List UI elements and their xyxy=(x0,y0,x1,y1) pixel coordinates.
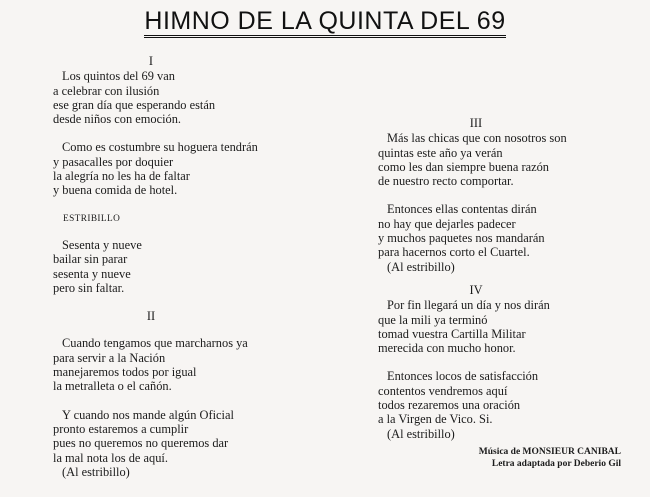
verse-line: Y cuando nos mande algún Oficial xyxy=(62,407,234,422)
verse-line: la metralleta o el cañón. xyxy=(53,379,172,394)
verse-line: quintas este año ya verán xyxy=(378,145,503,160)
verse-line: Entonces locos de satisfacción xyxy=(387,369,539,384)
verse-line: pronto estaremos a cumplir xyxy=(53,421,189,436)
verse-line: no hay que dejarles padecer xyxy=(378,216,516,231)
stanza-5 xyxy=(378,131,628,188)
verse-line-refrain-note: (Al estribillo) xyxy=(62,464,130,479)
verse-line: tomad vuestra Cartilla Militar xyxy=(378,326,526,341)
stanza-8 xyxy=(378,369,628,440)
verse-line: la mal nota los de aquí. xyxy=(53,450,168,465)
verse-line: Cuando tengamos que marcharnos ya xyxy=(62,336,248,351)
verse-line: desde niños con emoción. xyxy=(53,112,182,127)
page-title-text: HIMNO DE LA QUINTA DEL 69 xyxy=(144,8,505,38)
stanza-7 xyxy=(378,298,628,355)
verse-line: sesenta y nueve xyxy=(53,266,131,281)
music-credit: Música de MONSIEUR CANIBAL xyxy=(478,447,621,457)
right-column xyxy=(378,116,628,455)
verse-line-refrain-note: (Al estribillo) xyxy=(387,259,455,274)
verse-line: Sesenta y nueve xyxy=(62,237,142,252)
verse-line: bailar sin parar xyxy=(53,252,128,267)
verse-line: para hacernos corto el Cuartel. xyxy=(378,245,530,260)
verse-line: contentos vendremos aquí xyxy=(378,383,508,398)
verse-line: y buena comida de hotel. xyxy=(53,183,178,198)
verse-line: y pasacalles por doquier xyxy=(53,154,174,169)
verse-line: Por fin llegará un día y nos dirán xyxy=(387,298,550,313)
left-column xyxy=(53,54,293,493)
stanza-3 xyxy=(53,336,293,393)
verse-line: a la Virgen de Vico. Si. xyxy=(378,412,493,427)
estribillo-label: ESTRIBILLO xyxy=(63,213,121,224)
verse-line: de nuestro recto comportar. xyxy=(378,174,514,189)
verse-line: pues no queremos no queremos dar xyxy=(53,436,229,451)
verse-line: y muchos paquetes nos mandarán xyxy=(378,231,545,246)
verse-line-refrain-note: (Al estribillo) xyxy=(387,426,455,441)
stanza-6 xyxy=(378,202,628,273)
verse-heading-2: II xyxy=(146,309,156,324)
verse-line: Más las chicas que con nosotros son xyxy=(387,131,567,146)
verse-line: Los quintos del 69 van xyxy=(62,69,175,84)
verse-line: que la mili ya terminó xyxy=(378,312,488,327)
verse-heading-1: I xyxy=(148,54,154,68)
stanza-2 xyxy=(53,140,293,197)
verse-heading-3: III xyxy=(469,116,483,130)
verse-line: pero sin faltar. xyxy=(53,280,125,295)
stanza-1 xyxy=(53,69,293,126)
verse-line: todos rezaremos una oración xyxy=(378,398,521,413)
verse-line: para servir a la Nación xyxy=(53,350,166,365)
verse-line: la alegría no les ha de faltar xyxy=(53,169,190,184)
estribillo-stanza xyxy=(53,238,293,295)
lyrics-credit: Letra adaptada por Deberio Gil xyxy=(491,459,621,469)
verse-line: a celebrar con ilusión xyxy=(53,83,160,98)
verse-line: Como es costumbre su hoguera tendrán xyxy=(62,140,258,155)
page-title xyxy=(0,7,650,38)
verse-line: ese gran día que esperando están xyxy=(53,97,216,112)
verse-line: merecida con mucho honor. xyxy=(378,341,516,356)
verse-line: como les dan siempre buena razón xyxy=(378,159,549,174)
credits xyxy=(479,446,621,470)
stanza-4 xyxy=(53,408,293,479)
verse-line: Entonces ellas contentas dirán xyxy=(387,202,537,217)
verse-heading-4: IV xyxy=(469,282,483,297)
verse-line: manejaremos todos por igual xyxy=(53,365,197,380)
